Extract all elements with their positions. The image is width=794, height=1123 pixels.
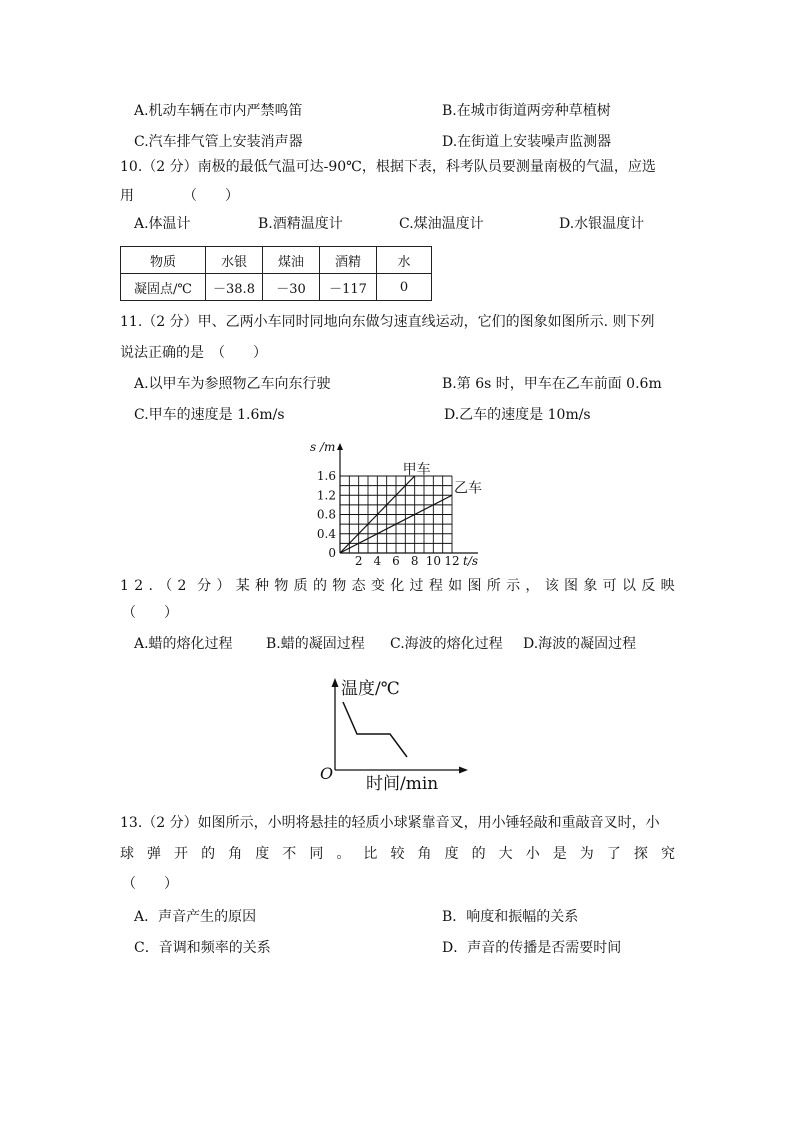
y-tick-label: 0.8 (316, 507, 336, 522)
table-header-cell: 物质 (121, 247, 206, 274)
stem-char: 程 (428, 578, 443, 594)
y-axis-arrow (332, 678, 339, 687)
stem-char: 角 (228, 846, 243, 862)
s-t-chart (300, 438, 500, 568)
q13-stem-line2 (120, 844, 675, 864)
stem-char: 角 (417, 846, 432, 862)
stem-char: 图 (564, 578, 579, 594)
x-tick-label: 2 (354, 554, 363, 568)
stem-char: 不 (282, 846, 297, 862)
stem-char: 2 (177, 578, 187, 594)
x-axis-arrow (459, 767, 468, 774)
stem-char: . (148, 578, 153, 594)
stem-char: 较 (390, 846, 405, 862)
stem-char: 究 (660, 846, 675, 862)
x-tick-label: 10 (425, 554, 441, 568)
series-label: 乙车 (454, 480, 482, 497)
stem-char: ， (525, 578, 540, 594)
stem-char: 物 (274, 578, 289, 594)
graph-x-label: 时间/min (366, 774, 439, 794)
q11-stem-line1: 11.（2 分）甲、乙两小车同时同地向东做匀速直线运动，它们的图象如图所示. 则下列 (120, 314, 655, 330)
stem-char: 的 (312, 578, 327, 594)
stem-char: 为 (579, 846, 594, 862)
stem-char: 反 (641, 578, 656, 594)
stem-char: 种 (255, 578, 270, 594)
q11-option-b: B.第 6s 时，甲车在乙车前面 0.6m (442, 376, 662, 392)
q11-stem-line2: 说法正确的是 （ ） (120, 345, 267, 361)
stem-char: 图 (467, 578, 482, 594)
q10-option-d: D.水银温度计 (559, 216, 645, 232)
stem-char: 态 (351, 578, 366, 594)
stem-char: 该 (544, 578, 559, 594)
series-label: 甲车 (402, 462, 431, 478)
q11-option-c: C.甲车的速度是 1.6m/s (134, 407, 285, 423)
stem-char: 小 (525, 846, 540, 862)
stem-char: 化 (390, 578, 405, 594)
q9-option-b: B.在城市街道两旁种草植树 (442, 103, 611, 119)
stem-char: 2 (134, 578, 144, 594)
stem-char: 映 (660, 578, 675, 594)
table-header-cell: 水银 (206, 247, 263, 274)
stem-char: 开 (174, 846, 189, 862)
table-header-cell: 煤油 (263, 247, 320, 274)
y-tick-label: 1.2 (316, 488, 336, 503)
q9-option-c: C.汽车排气管上安装消声器 (134, 134, 303, 150)
y-tick-label: 0 (328, 546, 336, 560)
graph-y-label: 温度/℃ (341, 679, 400, 699)
x-tick-label: 12 (444, 554, 460, 568)
q9-option-a: A.机动车辆在市内严禁鸣笛 (134, 103, 303, 119)
q10-stem-line2: 用 （ ） (120, 188, 239, 204)
temperature-curve (343, 702, 407, 757)
q12-option-d: D.海波的凝固过程 (523, 636, 637, 652)
q11-option-d: D.乙车的速度是 10m/s (444, 407, 591, 423)
freezing-point-table (120, 246, 432, 301)
table-header-row (121, 247, 432, 274)
stem-char: 象 (583, 578, 598, 594)
stem-char: 。 (336, 846, 351, 862)
stem-char: 以 (621, 578, 636, 594)
q10-stem-line1: 10.（2 分）南极的最低气温可达-90℃，根据下表，科考队员要测量南极的气温，应选 (120, 159, 656, 175)
x-tick-label: 8 (410, 554, 419, 568)
q12-stem-line2: （ ） (122, 605, 178, 621)
table-cell: －38.8 (206, 274, 263, 301)
q13-option-d: D．声音的传播是否需要时间 (442, 940, 622, 956)
x-axis-label: t/s (463, 554, 479, 568)
cooling-curve-graph (310, 670, 490, 795)
stem-char: 球 (120, 846, 134, 862)
stem-char: 的 (201, 846, 216, 862)
table-row (121, 274, 432, 301)
q13-option-a: A．声音产生的原因 (134, 909, 257, 925)
y-tick-label: 1.6 (316, 469, 336, 483)
stem-char: 过 (409, 578, 424, 594)
stem-char: 度 (255, 846, 270, 862)
q13-stem-line1: 13.（2 分）如图所示，小明将悬挂的轻质小球紧靠音叉，用小锤轻敲和重敲音叉时，小 (120, 815, 660, 831)
table-cell: －117 (320, 274, 377, 301)
stem-char: 分 (197, 578, 212, 594)
table-header-cell: 水 (377, 247, 432, 274)
stem-char: 度 (444, 846, 459, 862)
q13-stem-line3: （ ） (122, 876, 178, 892)
table-cell: －30 (263, 274, 320, 301)
stem-char: 1 (120, 578, 129, 594)
stem-char: （ (158, 578, 173, 594)
stem-char: ） (216, 578, 231, 594)
q10-option-b: B.酒精温度计 (258, 216, 343, 232)
x-tick-label: 6 (392, 554, 400, 568)
table-cell: 凝固点/℃ (121, 274, 206, 301)
table-cell: 0 (377, 274, 432, 301)
q12-stem-line1 (120, 576, 675, 596)
q12-option-c: C.海波的熔化过程 (390, 636, 503, 652)
stem-char: 可 (602, 578, 617, 594)
stem-char: 变 (370, 578, 385, 594)
stem-char: 所 (486, 578, 501, 594)
stem-char: 了 (606, 846, 621, 862)
graph-origin-label: O (320, 764, 334, 783)
stem-char: 大 (498, 846, 513, 862)
stem-char: 示 (506, 578, 521, 594)
stem-char: 物 (332, 578, 347, 594)
table-header-cell: 酒精 (320, 247, 377, 274)
y-axis-label: s /m (310, 440, 336, 454)
q12-option-a: A.蜡的熔化过程 (134, 636, 233, 652)
q13-option-b: B．响度和振幅的关系 (442, 909, 579, 925)
x-tick-label: 4 (373, 554, 382, 568)
stem-char: 某 (235, 578, 250, 594)
q10-option-a: A.体温计 (134, 216, 191, 232)
y-tick-label: 0.4 (316, 526, 336, 541)
stem-char: 探 (633, 846, 648, 862)
stem-char: 的 (471, 846, 486, 862)
stem-char: 是 (552, 846, 567, 862)
stem-char: 同 (309, 846, 324, 862)
q10-option-c: C.煤油温度计 (399, 216, 484, 232)
q13-option-c: C．音调和频率的关系 (134, 940, 271, 956)
stem-char: 如 (448, 578, 463, 594)
q12-option-b: B.蜡的凝固过程 (266, 636, 365, 652)
y-axis-arrow (337, 443, 343, 450)
stem-char: 弹 (147, 846, 162, 862)
stem-char: 质 (293, 578, 308, 594)
q11-option-a: A.以甲车为参照物乙车向东行驶 (134, 376, 331, 392)
stem-char: 比 (363, 846, 378, 862)
q9-option-d: D.在街道上安装噪声监测器 (442, 134, 612, 150)
